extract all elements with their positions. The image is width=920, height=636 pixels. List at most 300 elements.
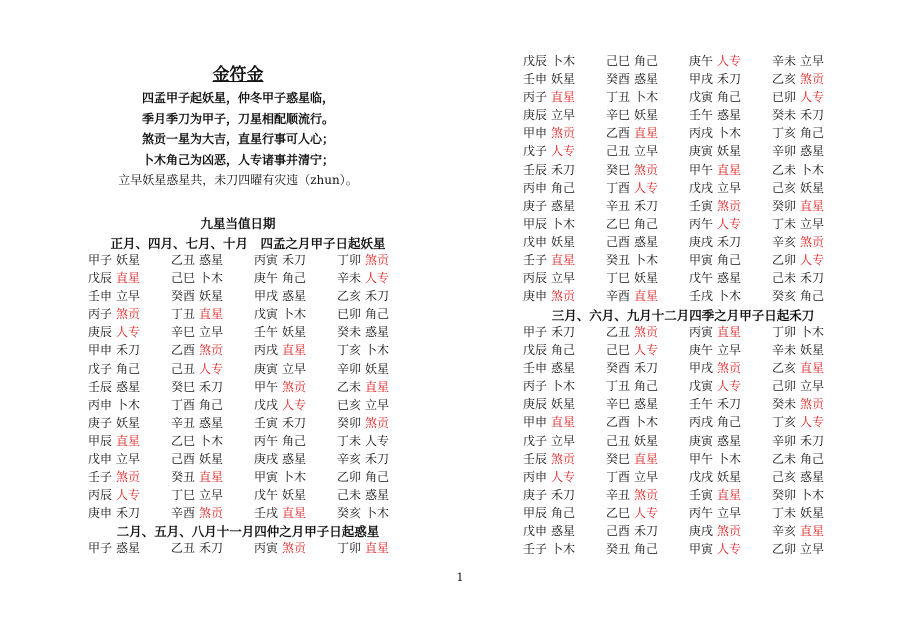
table-row [523, 197, 855, 215]
day-cell [772, 504, 855, 522]
star-name: 煞贡 [800, 397, 825, 412]
star-name: 卜木 [551, 216, 576, 231]
ganzhi-day: 辛未 [772, 343, 797, 358]
day-cell [689, 287, 772, 305]
ganzhi-day: 癸酉 [171, 289, 196, 304]
star-name: 人专 [634, 505, 659, 520]
ganzhi-day: 乙酉 [606, 415, 631, 430]
ganzhi-day: 乙未 [772, 451, 797, 466]
day-cell [337, 504, 420, 522]
star-name: 妖星 [551, 72, 576, 87]
star-name: 禾刀 [551, 325, 576, 339]
ganzhi-day: 壬寅 [254, 415, 279, 430]
star-name: 禾刀 [634, 524, 659, 539]
day-cell [772, 486, 855, 504]
day-cell [171, 468, 254, 486]
poem [88, 88, 388, 191]
day-cell [254, 305, 337, 323]
day-cell [606, 197, 689, 215]
ganzhi-day: 己卯 [772, 379, 797, 394]
star-name: 妖星 [717, 144, 742, 159]
ganzhi-day: 已亥 [337, 397, 362, 412]
day-cell [689, 106, 772, 124]
day-cell [88, 341, 171, 359]
day-cell [772, 468, 855, 486]
day-cell [523, 287, 606, 305]
table-row [523, 106, 855, 124]
ganzhi-day: 丁丑 [606, 379, 631, 394]
day-cell [88, 539, 171, 557]
ganzhi-day: 戊戌 [689, 180, 714, 195]
star-name: 直星 [551, 90, 576, 105]
star-name: 卜木 [551, 54, 576, 68]
day-cell [772, 197, 855, 215]
day-cell [606, 287, 689, 305]
day-cell [171, 251, 254, 269]
day-cell [772, 161, 855, 179]
star-name: 人专 [717, 379, 742, 394]
star-name: 角己 [551, 343, 576, 358]
ganzhi-day: 壬申 [523, 72, 548, 87]
day-cell [606, 468, 689, 486]
star-name: 惑星 [116, 379, 141, 394]
ganzhi-day: 癸亥 [772, 289, 797, 304]
day-cell [606, 432, 689, 450]
ganzhi-day: 庚寅 [689, 433, 714, 448]
ganzhi-day: 己巳 [606, 343, 631, 358]
star-name: 直星 [717, 162, 742, 177]
day-cell [689, 486, 772, 504]
ganzhi-day: 戊午 [689, 271, 714, 286]
day-cell [772, 215, 855, 233]
ganzhi-day: 己巳 [606, 54, 631, 68]
ganzhi-day: 辛卯 [772, 144, 797, 159]
ganzhi-day: 庚子 [523, 198, 548, 213]
star-name: 直星 [551, 415, 576, 430]
star-name: 人专 [717, 216, 742, 231]
ganzhi-day: 辛丑 [606, 198, 631, 213]
ganzhi-day: 己酉 [606, 234, 631, 249]
ganzhi-day: 乙酉 [606, 126, 631, 141]
ganzhi-day: 丙午 [254, 433, 279, 448]
ganzhi-day: 辛酉 [171, 506, 196, 521]
star-name: 立早 [800, 379, 825, 394]
ganzhi-day: 甲戌 [254, 289, 279, 304]
day-cell [337, 378, 420, 396]
star-name: 立早 [800, 216, 825, 231]
day-cell [88, 432, 171, 450]
document-title: 金符金 [212, 65, 264, 85]
ganzhi-day: 丁丑 [606, 90, 631, 105]
ganzhi-day: 乙巳 [171, 433, 196, 448]
day-cell [772, 323, 855, 341]
day-cell [523, 432, 606, 450]
ganzhi-day: 丁亥 [772, 126, 797, 141]
ganzhi-day: 癸丑 [606, 542, 631, 557]
day-cell [254, 450, 337, 468]
ganzhi-day: 辛酉 [606, 289, 631, 304]
day-cell [88, 396, 171, 414]
day-cell [689, 233, 772, 251]
day-cell [523, 323, 606, 341]
day-cell [606, 70, 689, 88]
table-row [523, 233, 855, 251]
star-name: 卜木 [717, 289, 742, 304]
poem-line: 卜木角己为凶恶，人专诸事并清宁； [141, 152, 334, 167]
day-cell [523, 251, 606, 269]
ganzhi-day: 丁巳 [171, 488, 196, 503]
day-cell [689, 468, 772, 486]
star-name: 煞贡 [365, 415, 390, 430]
ganzhi-day: 己丑 [171, 361, 196, 376]
day-cell [523, 233, 606, 251]
ganzhi-day: 己亥 [772, 469, 797, 484]
day-cell [523, 504, 606, 522]
ganzhi-day: 戊寅 [689, 379, 714, 394]
star-name: 立早 [199, 488, 224, 503]
star-name: 人专 [634, 343, 659, 358]
ganzhi-day: 庚戌 [689, 524, 714, 539]
day-cell [772, 540, 855, 558]
ganzhi-day: 壬辰 [523, 451, 548, 466]
ganzhi-day: 甲子 [88, 253, 113, 267]
day-cell [337, 269, 420, 287]
ganzhi-day: 已卯 [337, 307, 362, 322]
table-row [88, 251, 420, 269]
star-name: 惑星 [717, 433, 742, 448]
ganzhi-day: 丙申 [523, 469, 548, 484]
star-name: 立早 [551, 108, 576, 123]
ganzhi-day: 丙子 [523, 379, 548, 394]
table-row [523, 540, 855, 558]
star-name: 直星 [634, 451, 659, 466]
star-name: 惑星 [551, 524, 576, 539]
ganzhi-day: 壬午 [254, 325, 279, 340]
day-cell [606, 52, 689, 70]
star-name: 惑星 [634, 397, 659, 412]
ganzhi-day: 庚午 [689, 343, 714, 358]
table-row [88, 360, 420, 378]
day-cell [337, 432, 420, 450]
star-name: 惑星 [717, 108, 742, 123]
ganzhi-day: 癸巳 [606, 451, 631, 466]
star-name: 禾刀 [116, 506, 141, 521]
day-cell [689, 52, 772, 70]
ganzhi-day: 己酉 [171, 452, 196, 467]
star-name: 人专 [551, 144, 576, 159]
ganzhi-day: 戊子 [523, 433, 548, 448]
poem-line: 四孟甲子起妖星，仲冬甲子惑星临， [141, 91, 334, 105]
day-cell [88, 450, 171, 468]
star-name: 煞贡 [800, 234, 825, 249]
ganzhi-day: 癸未 [772, 108, 797, 123]
ganzhi-day: 辛丑 [606, 487, 631, 502]
star-name: 禾刀 [717, 72, 742, 87]
ganzhi-day: 甲午 [689, 451, 714, 466]
star-name: 煞贡 [634, 487, 659, 502]
day-cell [689, 70, 772, 88]
ganzhi-day: 癸酉 [606, 361, 631, 376]
ganzhi-day: 丙辰 [523, 271, 548, 286]
day-cell [523, 468, 606, 486]
day-cell [88, 414, 171, 432]
star-name: 妖星 [634, 271, 659, 286]
day-cell [689, 395, 772, 413]
day-cell [523, 179, 606, 197]
day-cell [606, 88, 689, 106]
star-name: 角己 [800, 126, 825, 141]
ganzhi-day: 甲辰 [88, 433, 113, 448]
star-name: 直星 [800, 524, 825, 539]
day-cell [606, 142, 689, 160]
star-name: 妖星 [199, 289, 224, 304]
star-name: 立早 [116, 289, 141, 304]
day-cell [606, 233, 689, 251]
ganzhi-day: 已卯 [772, 90, 797, 105]
star-name: 直星 [717, 325, 742, 339]
ganzhi-day: 辛巳 [171, 325, 196, 340]
star-name: 立早 [551, 433, 576, 448]
ganzhi-day: 乙酉 [171, 343, 196, 358]
star-name: 禾刀 [800, 271, 825, 286]
star-name: 禾刀 [634, 361, 659, 376]
left-heading-2: 二月、五月、八月十一月四仲之月甲子日起惑星 [116, 524, 380, 539]
day-cell [88, 468, 171, 486]
day-cell [337, 360, 420, 378]
ganzhi-day: 壬申 [523, 361, 548, 376]
left-heading-1: 正月、四月、七月、十月 四孟之月甲子日起妖星 [110, 236, 386, 251]
day-cell [88, 378, 171, 396]
star-name: 煞贡 [365, 253, 390, 267]
day-cell [254, 396, 337, 414]
star-name: 卜木 [634, 90, 659, 105]
star-name: 惑星 [365, 488, 390, 503]
day-table-right-1 [523, 52, 855, 305]
table-row [523, 70, 855, 88]
star-name: 人专 [116, 488, 141, 503]
star-name: 煞贡 [199, 506, 224, 521]
ganzhi-day: 壬子 [88, 470, 113, 485]
star-name: 禾刀 [199, 541, 224, 555]
star-name: 煞贡 [282, 379, 307, 394]
star-name: 煞贡 [717, 524, 742, 539]
star-name: 直星 [282, 506, 307, 521]
ganzhi-day: 甲申 [88, 343, 113, 358]
ganzhi-day: 戊辰 [523, 343, 548, 358]
star-name: 角己 [634, 379, 659, 394]
day-cell [523, 197, 606, 215]
day-cell [689, 522, 772, 540]
table-row [88, 305, 420, 323]
ganzhi-day: 乙卯 [772, 253, 797, 268]
day-cell [523, 70, 606, 88]
star-name: 妖星 [800, 180, 825, 195]
ganzhi-day: 丁未 [772, 216, 797, 231]
table-row [88, 269, 420, 287]
day-cell [171, 504, 254, 522]
ganzhi-day: 壬辰 [88, 379, 113, 394]
table-row [523, 522, 855, 540]
star-name: 直星 [717, 487, 742, 502]
day-table-left-1 [88, 251, 420, 522]
day-cell [689, 323, 772, 341]
star-name: 煞贡 [717, 198, 742, 213]
day-cell [606, 377, 689, 395]
star-name: 禾刀 [199, 379, 224, 394]
day-cell [337, 323, 420, 341]
day-cell [606, 359, 689, 377]
ganzhi-day: 戊子 [523, 144, 548, 159]
day-cell [523, 142, 606, 160]
day-cell [523, 341, 606, 359]
day-cell [254, 486, 337, 504]
day-cell [337, 450, 420, 468]
star-name: 人专 [717, 542, 742, 557]
ganzhi-day: 辛卯 [772, 433, 797, 448]
star-name: 角己 [717, 253, 742, 268]
table-row [88, 414, 420, 432]
day-cell [772, 233, 855, 251]
day-cell [171, 287, 254, 305]
day-cell [254, 287, 337, 305]
day-cell [772, 179, 855, 197]
star-name: 惑星 [717, 271, 742, 286]
ganzhi-day: 壬寅 [689, 198, 714, 213]
table-row [523, 377, 855, 395]
day-cell [772, 522, 855, 540]
ganzhi-day: 庚子 [523, 487, 548, 502]
star-name: 立早 [634, 469, 659, 484]
day-cell [254, 414, 337, 432]
day-cell [171, 539, 254, 557]
day-cell [337, 396, 420, 414]
day-cell [689, 197, 772, 215]
star-name: 卜木 [282, 470, 307, 485]
ganzhi-day: 癸酉 [606, 72, 631, 87]
ganzhi-day: 庚辰 [523, 108, 548, 123]
table-row [523, 269, 855, 287]
ganzhi-day: 辛亥 [337, 452, 362, 467]
star-name: 煞贡 [116, 470, 141, 485]
ganzhi-day: 辛丑 [171, 415, 196, 430]
day-cell [689, 142, 772, 160]
ganzhi-day: 甲申 [523, 126, 548, 141]
star-name: 妖星 [282, 325, 307, 340]
day-cell [606, 450, 689, 468]
day-cell [689, 432, 772, 450]
star-name: 惑星 [116, 541, 141, 555]
poem-line: 季月季刀为甲子，刀星相配顺流行。 [141, 111, 334, 126]
star-name: 禾刀 [717, 234, 742, 249]
table-row [523, 142, 855, 160]
ganzhi-day: 戊申 [523, 524, 548, 539]
ganzhi-day: 癸卯 [337, 415, 362, 430]
ganzhi-day: 丁卯 [337, 541, 362, 555]
star-name: 角己 [551, 180, 576, 195]
star-name: 人专 [800, 253, 825, 268]
ganzhi-day: 戊戌 [689, 469, 714, 484]
star-name: 角己 [717, 90, 742, 105]
star-name: 惑星 [800, 469, 825, 484]
star-name: 煞贡 [282, 541, 307, 555]
ganzhi-day: 戊子 [88, 361, 113, 376]
ganzhi-day: 庚辰 [88, 325, 113, 340]
day-cell [523, 269, 606, 287]
table-row [523, 287, 855, 305]
day-cell [523, 359, 606, 377]
ganzhi-day: 甲午 [254, 379, 279, 394]
star-name: 角己 [199, 397, 224, 412]
day-cell [337, 287, 420, 305]
star-name: 人专 [282, 397, 307, 412]
star-name: 卜木 [551, 542, 576, 557]
ganzhi-day: 丙午 [689, 505, 714, 520]
star-name: 角己 [634, 54, 659, 68]
star-name: 禾刀 [365, 289, 390, 304]
day-cell [88, 251, 171, 269]
day-cell [254, 341, 337, 359]
day-cell [171, 323, 254, 341]
ganzhi-day: 乙卯 [337, 470, 362, 485]
ganzhi-day: 辛卯 [337, 361, 362, 376]
day-cell [523, 88, 606, 106]
star-name: 惑星 [800, 144, 825, 159]
star-name: 卜木 [800, 487, 825, 502]
table-row [523, 251, 855, 269]
day-cell [772, 287, 855, 305]
star-name: 妖星 [717, 469, 742, 484]
day-cell [606, 124, 689, 142]
star-name: 角己 [800, 289, 825, 304]
star-name: 角己 [634, 542, 659, 557]
ganzhi-day: 戊午 [254, 488, 279, 503]
star-name: 直星 [365, 541, 390, 555]
ganzhi-day: 癸丑 [606, 253, 631, 268]
ganzhi-day: 甲寅 [689, 253, 714, 268]
poem-line: 煞贡一星为大吉，直星行事可人心； [141, 132, 334, 146]
ganzhi-day: 己丑 [606, 433, 631, 448]
star-name: 惑星 [551, 361, 576, 376]
day-cell [523, 522, 606, 540]
star-name: 卜木 [634, 415, 659, 430]
day-cell [689, 341, 772, 359]
ganzhi-day: 己巳 [171, 271, 196, 286]
star-name: 直星 [282, 343, 307, 358]
star-name: 角己 [365, 307, 390, 322]
star-name: 角己 [634, 216, 659, 231]
day-cell [171, 360, 254, 378]
ganzhi-day: 辛巳 [606, 108, 631, 123]
star-name: 禾刀 [800, 108, 825, 123]
day-cell [689, 377, 772, 395]
star-name: 角己 [116, 361, 141, 376]
day-cell [171, 450, 254, 468]
table-row [88, 539, 420, 557]
star-name: 立早 [800, 54, 825, 68]
table-row [88, 323, 420, 341]
star-name: 妖星 [551, 397, 576, 412]
day-cell [171, 305, 254, 323]
star-name: 立早 [634, 144, 659, 159]
table-row [88, 341, 420, 359]
star-name: 卜木 [199, 433, 224, 448]
ganzhi-day: 庚寅 [254, 361, 279, 376]
star-name: 立早 [551, 271, 576, 286]
ganzhi-day: 庚子 [88, 415, 113, 430]
table-row [88, 287, 420, 305]
ganzhi-day: 丙辰 [88, 488, 113, 503]
star-name: 卜木 [116, 397, 141, 412]
